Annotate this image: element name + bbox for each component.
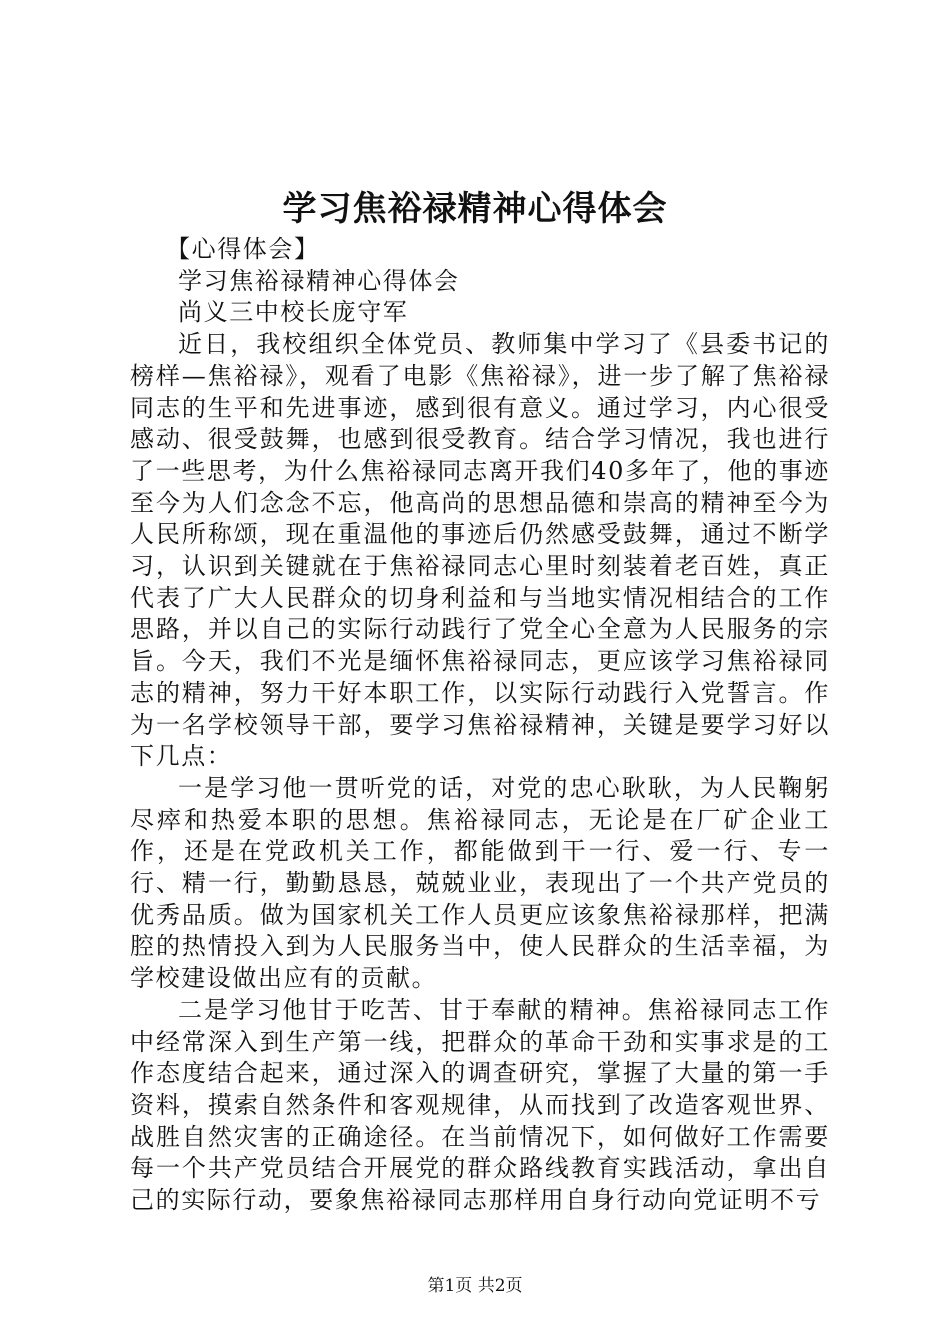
page-footer: 第1页 共2页 bbox=[427, 1276, 523, 1296]
paragraph-point-two: 二是学习他甘于吃苦、甘于奉献的精神。焦裕禄同志工作中经常深入到生产第一线，把群众的革命干劲和实事求是的工作态度结合起来，通过深入的调查研究，掌握了大量的第一手资料，摸索自然条件和客观规律，从而找到了改造客观世界、战胜自然灾害的正确途径。在当前情况下，如何做好工作需要每一个共产党员结合开展党的群众路线教育实践活动，拿出自己的实际行动，要象焦裕禄同志那样用自身行动向党证明不亏 bbox=[130, 995, 830, 1215]
document-body bbox=[130, 234, 830, 1217]
paragraph-point-one: 一是学习他一贯听党的话，对党的忠心耿耿，为人民鞠躬尽瘁和热爱本职的思想。焦裕禄同志，无论是在厂矿企业工作，还是在党政机关工作，都能做到干一行、爱一行、专一行、精一行，勤勤恳恳，兢兢业业，表现出了一个共产党员的优秀品质。做为国家机关工作人员更应该象焦裕禄那样，把满腔的热情投入到为人民服务当中，使人民群众的生活幸福，为学校建设做出应有的贡献。 bbox=[130, 773, 830, 993]
document-author: 尚义三中校长庞守军 bbox=[178, 298, 409, 327]
category-label: 【心得体会】 bbox=[166, 235, 320, 263]
paragraph-intro: 近日，我校组织全体党员、教师集中学习了《县委书记的榜样—焦裕禄》，观看了电影《焦裕禄》，进一步了解了焦裕禄同志的生平和先进事迹，感到很有意义。通过学习，内心很受感动、很受鼓舞，也感到很受教育。结合学习情况，我也进行了一些思考，为什么焦裕禄同志离开我们40多年了，他的事迹至今为人们念念不忘，他高尚的思想品德和崇高的精神至今为人民所称颂，现在重温他的事迹后仍然感受鼓舞，通过不断学习，认识到关键就在于焦裕禄同志心里时刻装着老百姓，真正代表了广大人民群众的切身利益和与当地实情况相结合的工作思路，并以自己的实际行动践行了党全心全意为人民服务的宗旨。今天，我们不光是缅怀焦裕禄同志，更应该学习焦裕禄同志的精神，努力干好本职工作，以实际行动践行入党誓言。作为一名学校领导干部，要学习焦裕禄精神，关键是要学习好以下几点： bbox=[130, 330, 830, 771]
document-subtitle: 学习焦裕禄精神心得体会 bbox=[178, 266, 460, 295]
page-title: 学习焦裕禄精神心得体会 bbox=[282, 189, 668, 229]
